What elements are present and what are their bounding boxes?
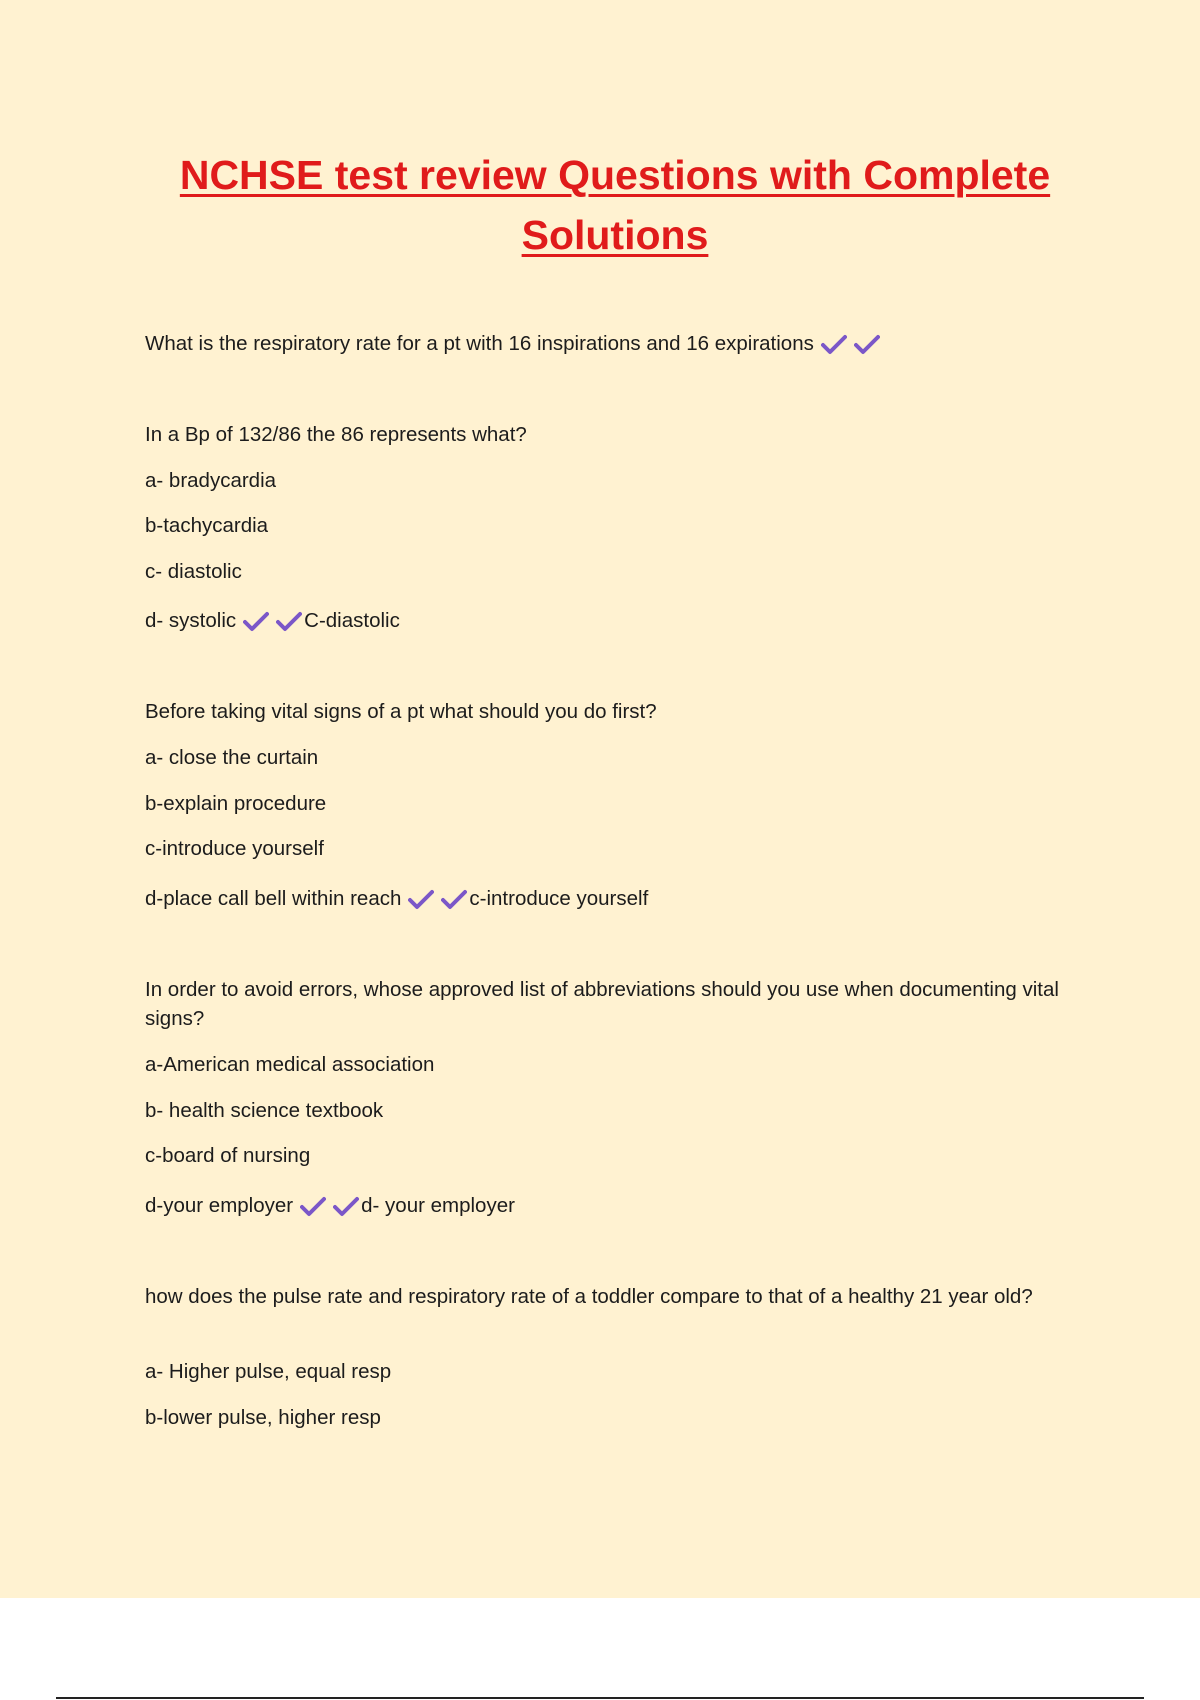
question-2-answer: C-diastolic	[304, 609, 400, 632]
question-1-text: What is the respiratory rate for a pt with 16 inspirations and 16 expirations	[145, 332, 814, 355]
question-2-option-a: a- bradycardia	[145, 469, 277, 492]
question-3-answer: c-introduce yourself	[469, 887, 649, 910]
question-3-text: Before taking vital signs of a pt what should you do first?	[145, 700, 657, 723]
question-5-option-b: b-lower pulse, higher resp	[145, 1406, 381, 1429]
question-5-text: how does the pulse rate and respiratory rate of a toddler compare to that of a healthy 21 year old?	[145, 1285, 1033, 1308]
check-icon	[408, 888, 434, 910]
question-3-option-d-text: d-place call bell within reach	[145, 887, 402, 910]
question-4-answer: d- your employer	[361, 1194, 515, 1217]
question-2-option-d-text: d- systolic	[145, 609, 237, 632]
question-4-option-d-text: d-your employer	[145, 1194, 294, 1217]
question-2-option-d	[145, 606, 400, 635]
check-icon	[441, 888, 467, 910]
question-2-option-b: b-tachycardia	[145, 514, 269, 537]
question-3-option-a: a- close the curtain	[145, 746, 319, 769]
question-3-option-b: b-explain procedure	[145, 792, 327, 815]
question-3-option-c: c-introduce yourself	[145, 837, 324, 860]
question-4-text: In order to avoid errors, whose approved list of abbreviations should you use when documenting vital signs?	[145, 978, 1059, 1030]
question-4-option-a: a-American medical association	[145, 1053, 435, 1076]
question-2-text: In a Bp of 132/86 the 86 represents what?	[145, 423, 527, 446]
check-icon	[333, 1195, 359, 1217]
question-4-option-c: c-board of nursing	[145, 1144, 311, 1167]
question-1	[145, 329, 880, 358]
check-icon	[821, 333, 847, 355]
check-icon	[854, 333, 880, 355]
check-icon	[276, 610, 302, 632]
question-4-option-d	[145, 1191, 515, 1220]
question-3-option-d	[145, 884, 648, 913]
question-2-option-c: c- diastolic	[145, 560, 242, 583]
document-title: NCHSE test review Questions with Complete Solutions	[179, 152, 1051, 258]
question-5-option-a: a- Higher pulse, equal resp	[145, 1360, 392, 1383]
check-icon	[243, 610, 269, 632]
check-icon	[300, 1195, 326, 1217]
question-4-option-b: b- health science textbook	[145, 1099, 384, 1122]
footer-divider	[56, 1697, 1144, 1699]
